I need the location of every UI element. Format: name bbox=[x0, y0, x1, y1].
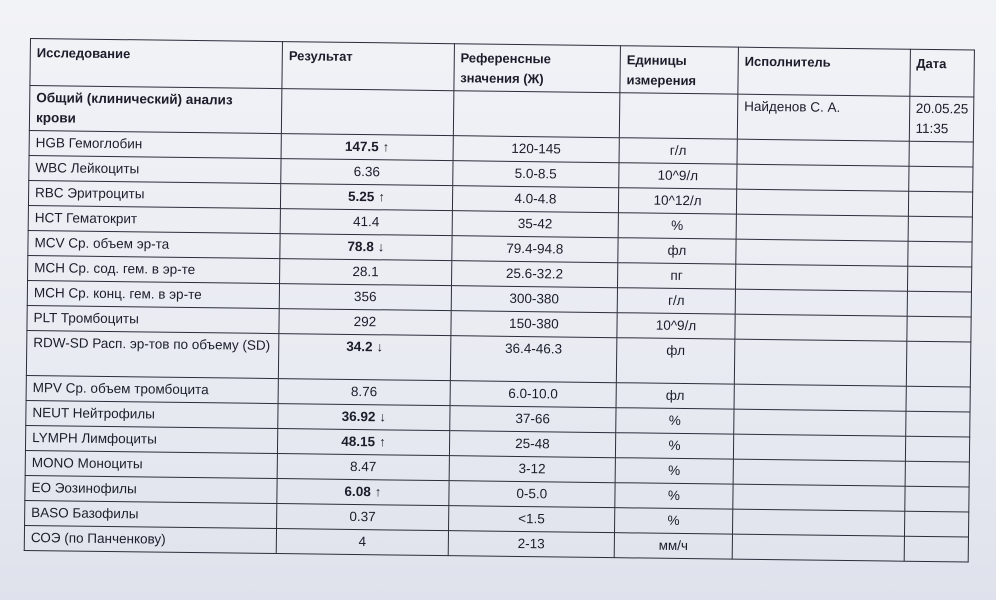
executor-cell bbox=[736, 239, 908, 266]
result-value bbox=[281, 134, 453, 161]
result-number: 147.5 bbox=[344, 138, 379, 155]
date-cell-empty bbox=[907, 266, 972, 292]
executor-cell bbox=[737, 164, 909, 191]
report-time: 11:35 bbox=[915, 120, 949, 137]
test-name: MCH Ср. конц. гем. в эр-те bbox=[27, 280, 279, 308]
unit-value: % bbox=[615, 483, 733, 509]
lab-results-table bbox=[24, 38, 975, 563]
header-result: Результат bbox=[282, 42, 454, 91]
unit-value: мм/ч bbox=[614, 533, 732, 559]
reference-range: 5.0-8.5 bbox=[452, 161, 619, 188]
test-name: MONO Моноциты bbox=[25, 450, 277, 478]
date-cell-empty bbox=[905, 461, 970, 487]
arrow-down-icon: ↓ bbox=[377, 239, 385, 255]
date-cell-empty bbox=[908, 191, 973, 217]
unit-value: 10^9/л bbox=[619, 163, 737, 189]
test-name: NEUT Нейтрофилы bbox=[26, 400, 278, 428]
executor-cell bbox=[733, 484, 905, 511]
result-value bbox=[277, 504, 449, 531]
header-test: Исследование bbox=[30, 39, 283, 89]
result-value bbox=[279, 284, 451, 311]
date-cell-empty bbox=[907, 291, 972, 317]
result-value bbox=[278, 429, 450, 456]
test-name: PLT Тромбоциты bbox=[27, 305, 279, 333]
executor-cell bbox=[735, 264, 907, 291]
test-name: MCV Ср. объем эр-та bbox=[28, 230, 280, 258]
arrow-up-icon: ↑ bbox=[378, 189, 385, 205]
test-name: EO Эозинофилы bbox=[25, 475, 277, 503]
unit-value: фл bbox=[616, 338, 735, 384]
result-number: 4 bbox=[358, 534, 367, 550]
result-value bbox=[281, 184, 453, 211]
reference-range: 25-48 bbox=[449, 431, 616, 458]
result-number: 78.8 bbox=[347, 238, 374, 255]
executor-cell bbox=[734, 384, 906, 411]
result-number: 356 bbox=[353, 288, 377, 305]
reference-range: 35-42 bbox=[452, 211, 619, 238]
executor-cell bbox=[736, 189, 908, 216]
reference-range: <1.5 bbox=[448, 506, 615, 533]
date-cell-empty bbox=[904, 511, 969, 537]
reference-range: 120-145 bbox=[453, 136, 620, 163]
result-value bbox=[276, 529, 448, 556]
test-name: HGB Гемоглобин bbox=[29, 130, 281, 158]
result-value bbox=[279, 309, 451, 336]
executor-cell bbox=[733, 434, 905, 461]
unit-value: 10^12/л bbox=[618, 188, 736, 214]
executor-cell bbox=[735, 314, 907, 341]
test-name: СОЭ (по Панченкову) bbox=[24, 525, 276, 553]
arrow-up-icon: ↑ bbox=[379, 434, 386, 450]
result-value bbox=[280, 209, 452, 236]
result-number: 292 bbox=[353, 313, 377, 330]
unit-value: 10^9/л bbox=[617, 313, 735, 339]
date-cell-empty bbox=[904, 536, 969, 562]
unit-value: пг bbox=[617, 263, 735, 289]
unit-value: % bbox=[618, 213, 736, 239]
header-executor: Исполнитель bbox=[738, 47, 910, 96]
reference-range: 0-5.0 bbox=[449, 481, 616, 508]
unit-value: фл bbox=[618, 238, 736, 264]
arrow-up-icon: ↑ bbox=[382, 139, 390, 155]
reference-range: 4.0-4.8 bbox=[452, 186, 619, 213]
test-name: LYMPH Лимфоциты bbox=[25, 425, 277, 453]
result-value bbox=[280, 234, 452, 261]
unit-value: фл bbox=[616, 383, 734, 409]
executor-cell bbox=[732, 534, 904, 561]
result-number: 34.2 bbox=[346, 338, 373, 355]
date-cell-empty bbox=[905, 436, 970, 462]
result-value bbox=[280, 259, 452, 286]
report-date: 20.05.25 bbox=[915, 100, 969, 117]
result-value bbox=[278, 334, 450, 381]
date-cell-empty bbox=[906, 316, 971, 342]
result-value bbox=[277, 454, 449, 481]
date-cell bbox=[909, 96, 974, 142]
result-number: 36.92 bbox=[341, 408, 376, 425]
header-reference: Референсные значения (Ж) bbox=[454, 44, 621, 93]
reference-range: 150-380 bbox=[451, 311, 618, 338]
result-number: 6.36 bbox=[353, 163, 381, 180]
unit-value: г/л bbox=[617, 288, 735, 314]
date-cell-empty bbox=[908, 216, 973, 242]
date-cell-empty bbox=[907, 241, 972, 267]
date-cell-empty bbox=[909, 141, 974, 167]
executor-name: Найденов С. А. bbox=[737, 94, 909, 141]
reference-range: 300-380 bbox=[451, 286, 618, 313]
executor-cell bbox=[733, 459, 905, 486]
date-cell-empty bbox=[906, 341, 971, 387]
test-name: RBC Эритроциты bbox=[28, 180, 280, 208]
executor-cell bbox=[736, 214, 908, 241]
unit-value: % bbox=[616, 408, 734, 434]
result-number: 0.37 bbox=[349, 508, 376, 525]
unit-value: г/л bbox=[619, 138, 737, 164]
result-number: 48.15 bbox=[341, 433, 376, 450]
date-cell-empty bbox=[905, 411, 970, 437]
test-name: WBC Лейкоциты bbox=[29, 155, 281, 183]
arrow-down-icon: ↓ bbox=[379, 409, 387, 425]
executor-cell bbox=[735, 289, 907, 316]
executor-cell bbox=[732, 509, 904, 536]
date-cell-empty bbox=[908, 166, 973, 192]
result-number: 8.76 bbox=[350, 383, 378, 400]
result-value bbox=[278, 404, 450, 431]
result-number: 28.1 bbox=[352, 263, 379, 280]
executor-cell bbox=[734, 339, 906, 386]
test-name: HCT Гематокрит bbox=[28, 205, 280, 233]
unit-value: % bbox=[615, 458, 733, 484]
executor-cell bbox=[737, 139, 909, 166]
reference-range: 2-13 bbox=[448, 531, 615, 558]
reference-range: 37-66 bbox=[449, 406, 616, 433]
date-cell-empty bbox=[904, 486, 969, 512]
reference-range: 6.0-10.0 bbox=[450, 381, 617, 408]
test-name: MPV Ср. объем тромбоцита bbox=[26, 375, 278, 403]
result-number: 6.08 bbox=[344, 483, 371, 500]
result-value bbox=[281, 159, 453, 186]
result-number: 41.4 bbox=[352, 213, 380, 230]
result-value bbox=[277, 479, 449, 506]
header-date: Дата bbox=[909, 49, 974, 97]
header-units: Единицы измерения bbox=[620, 46, 739, 94]
group-title: Общий (клинический) анализ крови bbox=[29, 86, 282, 134]
result-number: 8.47 bbox=[349, 458, 377, 475]
reference-range: 36.4-46.3 bbox=[450, 336, 617, 383]
lab-report-sheet bbox=[24, 38, 975, 563]
reference-range: 25.6-32.2 bbox=[451, 261, 618, 288]
arrow-down-icon: ↓ bbox=[376, 339, 384, 355]
executor-cell bbox=[734, 409, 906, 436]
reference-range: 3-12 bbox=[449, 456, 616, 483]
test-name: RDW-SD Расп. эр-тов по объему (SD) bbox=[26, 330, 279, 378]
arrow-up-icon: ↑ bbox=[374, 484, 382, 500]
test-name: BASO Базофилы bbox=[25, 500, 277, 528]
test-name: MCH Ср. сод. гем. в эр-те bbox=[28, 255, 280, 283]
result-number: 5.25 bbox=[347, 188, 375, 205]
reference-range: 79.4-94.8 bbox=[452, 236, 619, 263]
result-value bbox=[278, 379, 450, 406]
date-cell-empty bbox=[906, 386, 971, 412]
unit-value: % bbox=[615, 433, 733, 459]
unit-value: % bbox=[614, 508, 732, 534]
